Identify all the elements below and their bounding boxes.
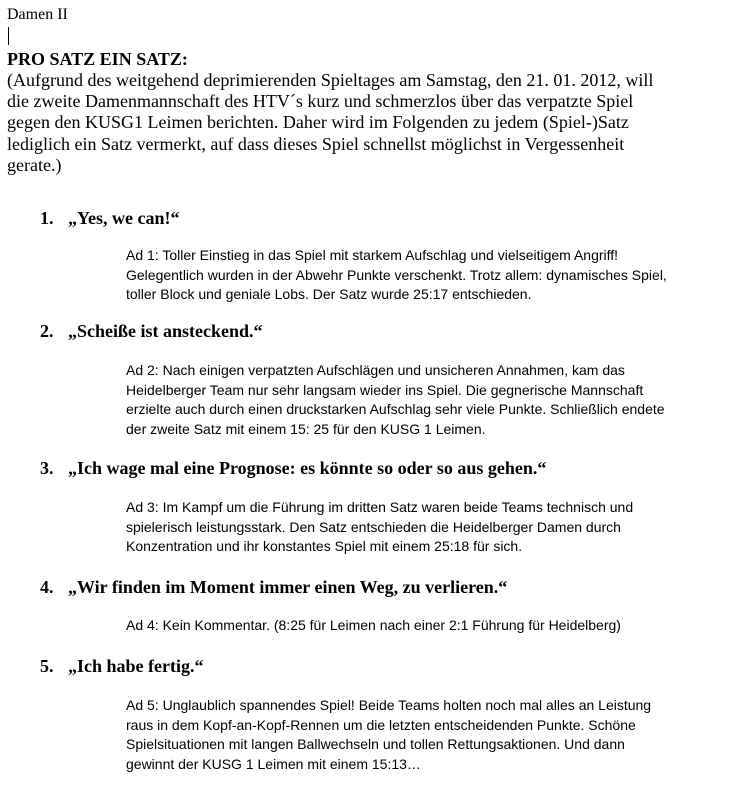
list-item-comment (126, 616, 621, 636)
list-item-heading (40, 577, 507, 598)
comment-line: toller Block und geniale Lobs. Der Satz wurde 25:17 entschieden. (126, 286, 532, 302)
list-item-heading (40, 208, 179, 229)
list-item-number: 3. (40, 458, 54, 478)
list-item-number: 1. (40, 208, 54, 228)
document-header: Damen II (7, 6, 68, 23)
list-item-number: 2. (40, 321, 54, 341)
list-item-title: „Ich habe fertig.“ (68, 656, 204, 676)
comment-line: Ad 1: Toller Einstieg in das Spiel mit starkem Aufschlag und vielseitigem Angriff! (126, 247, 619, 263)
list-item-comment (126, 246, 667, 305)
list-item-title: „Scheiße ist ansteckend.“ (68, 321, 263, 341)
comment-line: Konzentration und ihr konstantes Spiel mit einem 25:18 für sich. (126, 538, 523, 554)
comment-line: Ad 3: Im Kampf um die Führung im dritten Satz waren beide Teams technisch und (126, 499, 634, 515)
list-item-heading (40, 321, 263, 342)
intro-line: (Aufgrund des weitgehend deprimierenden Spieltages am Samstag, den 21. 01. 2012, will (7, 70, 654, 90)
comment-line: erzielte auch durch einen druckstarken Aufschlag sehr viele Punkte. Schließlich endete (126, 401, 665, 417)
document-title: PRO SATZ EIN SATZ: (7, 49, 188, 69)
intro-line: gegen den KUSG1 Leimen berichten. Daher wird im Folgenden zu jedem (Spiel-)Satz (7, 112, 629, 133)
intro-line: gerate.) (7, 154, 62, 175)
list-item-comment (126, 696, 651, 774)
comment-line: Ad 5: Unglaublich spannendes Spiel! Beide Teams holten noch mal alles an Leistung (126, 697, 652, 713)
intro-paragraph (7, 70, 742, 176)
comment-line: Spielsituationen mit langen Ballwechseln und tollen Rettungsaktionen. Und dann (126, 736, 625, 752)
list-item-heading (40, 458, 546, 479)
text-cursor (8, 27, 9, 45)
comment-line: Heidelberger Team nur sehr langsam wieder ins Spiel. Die gegnerische Mannschaft (126, 381, 644, 398)
list-item-title: „Yes, we can!“ (68, 208, 180, 228)
list-item-number: 5. (40, 656, 54, 676)
comment-line: spielerisch leistungsstark. Den Satz entschieden die Heidelberger Damen durch (126, 518, 621, 535)
list-item-title: „Wir finden im Moment immer einen Weg, zu verlieren.“ (68, 577, 508, 597)
list-item-number: 4. (40, 577, 54, 597)
comment-line: raus in dem Kopf-an-Kopf-Rennen um die letzten entscheidenden Punkte. Schöne (126, 716, 636, 733)
list-item-comment (126, 498, 633, 557)
comment-line: gewinnt der KUSG 1 Leimen mit einem 15:13… (126, 755, 421, 772)
list-item-title: „Ich wage mal eine Prognose: es könnte so oder so aus gehen.“ (68, 458, 547, 478)
comment-line: Ad 4: Kein Kommentar. (8:25 für Leimen nach einer 2:1 Führung für Heidelberg) (126, 617, 621, 633)
comment-line: der zweite Satz mit einem 15: 25 für den KUSG 1 Leimen. (126, 420, 486, 437)
intro-line: die zweite Damenmannschaft des HTV´s kurz und schmerzlos über das verpatzte Spiel (7, 91, 634, 112)
list-item-heading (40, 656, 203, 677)
comment-line: Ad 2: Nach einigen verpatzten Aufschlägen und unsicheren Annahmen, kam das (126, 362, 625, 378)
intro-line: lediglich ein Satz vermerkt, auf dass dieses Spiel schnellst möglichst in Vergessenheit (7, 133, 625, 154)
list-item-comment (126, 361, 665, 439)
comment-line: Gelegentlich wurden in der Abwehr Punkte verschenkt. Trotz allem: dynamisches Spiel, (126, 266, 667, 283)
